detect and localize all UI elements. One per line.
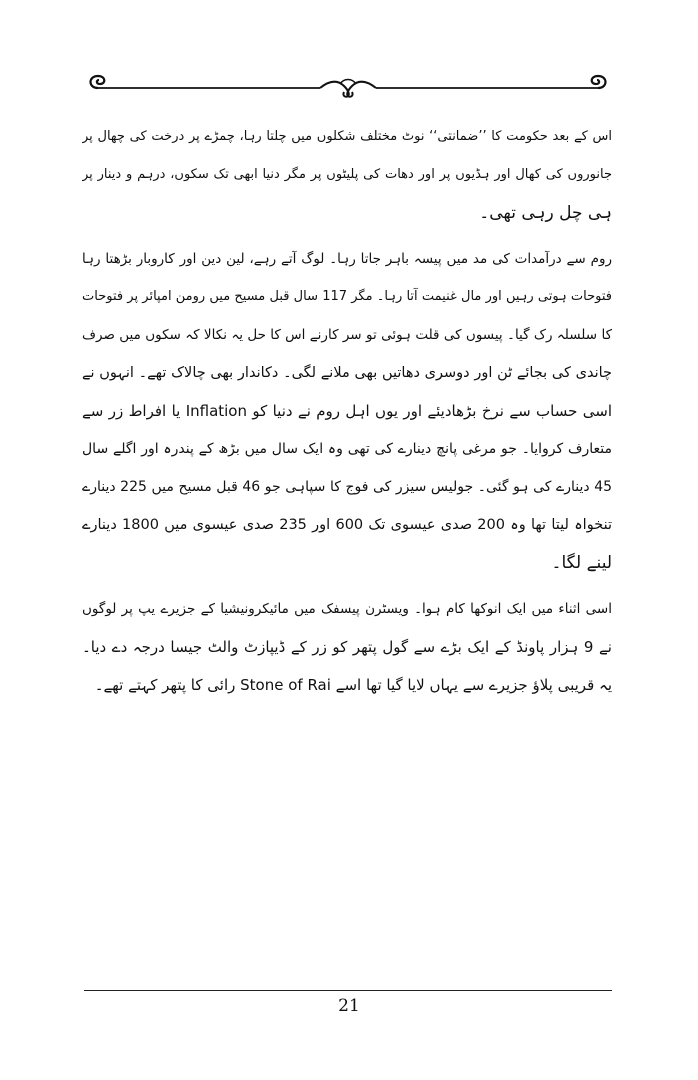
page-number: 21 (338, 996, 360, 1016)
text-line: فتوحات ہوتی رہیں اور مال غنیمت آتا رہا۔ مگر 117 سال قبل مسیح میں رومن امپائر پر فتوحات (82, 289, 612, 304)
text-line: یہ قریبی پلاؤ جزیرے سے یہاں لایا گیا تھا اسے Stone of Rai رائی کا پتھر کہتے تھے۔ (94, 676, 612, 694)
text-line: چاندی کی بجائے ٹن اور دوسری دھاتیں بھی ملانے لگی۔ دکاندار بھی چالاک تھے۔ انہوں نے (82, 365, 612, 381)
paragraph (82, 240, 612, 582)
text-line: نے 9 ہزار پاونڈ کے ایک بڑے سے گول پتھر کو زر کے ڈیپازٹ والٹ جیسا درجہ دے دیا۔ (82, 638, 612, 656)
footer-rule (84, 990, 612, 991)
paragraph (82, 118, 612, 232)
text-line: ہی چل رہی تھی۔ (479, 203, 612, 223)
text-line: کا سلسلہ رک گیا۔ پیسوں کی قلت ہوئی تو سر کارنے اس کا حل یہ نکالا کہ سکوں میں صرف (82, 327, 612, 343)
text-line: روم سے درآمدات کی مد میں پیسہ باہر جاتا رہا۔ لوگ آتے رہے، لین دین اور کاروبار بڑھتا رہا (82, 251, 612, 267)
text-line: 45 دینارے کی ہو گئی۔ جولیس سیزر کی فوج کا سپاہی جو 46 قبل مسیح میں 225 دینارے (82, 479, 612, 495)
text-line: اسی حساب سے نرخ بڑھادیئے اور یوں اہل روم نے دنیا کو Inflation یا افراط زر سے (82, 402, 612, 420)
paragraph (82, 590, 612, 704)
text-line: متعارف کروایا۔ جو مرغی پانچ دینارے کی تھی وہ ایک سال میں بڑھ کے پندرہ اور اگلے سال (82, 441, 612, 457)
text-line: تنخواہ لیتا تھا وہ 200 صدی عیسوی تک 600 اور 235 صدی عیسوی میں 1800 دینارے (82, 517, 612, 533)
text-line: اسی اثناء میں ایک انوکھا کام ہوا۔ ویسٹرن پیسفک میں مائیکرونیشیا کے جزیرے یپ پر لوگوں (82, 601, 612, 617)
text-line: جانوروں کی کھال اور ہڈیوں پر اور دھات کی پلیٹوں پر مگر دنیا ابھی تک سکوں، درہم و دینار پر (82, 167, 612, 182)
text-line: اس کے بعد حکومت کا ’’ضمانتی‘‘ نوٹ مختلف شکلوں میں چلتا رہا، چمڑے پر درخت کی چھال پر (82, 129, 612, 144)
text-line: لینے لگا۔ (551, 553, 612, 573)
decorative-flourish-divider-icon (84, 70, 612, 106)
page-body-text (82, 118, 612, 712)
